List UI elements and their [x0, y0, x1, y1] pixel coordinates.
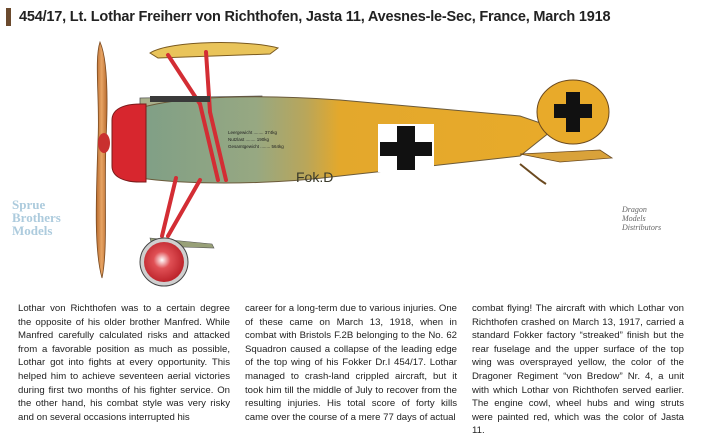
distributor-logo-line: Distributors: [622, 223, 662, 232]
distributor-logo: [622, 205, 661, 232]
text-column: Lothar von Richthofen was to a certain degree the opposite of his older brother Manfred. While Manfred carefully calculated risks and attacked from a favorable position as much as possible, Lothar got into fights at every opportunity. This helped him to achieve seventeen aerial victories during first two months of his fighter service. On the other hand, his combat style was very risky and on several occasions interrupted his: [18, 303, 230, 423]
page-title: 454/17, Lt. Lothar Freiherr von Richthofen, Jasta 11, Avesnes-le-Sec, France, March 1918: [19, 9, 611, 25]
watermark-logo: [12, 198, 61, 237]
text-column: combat flying! The aircraft with which Lothar von Richthofen crashed on March 13, 1917, carried a standard Fokker factory “streaked” finish but the rear fuselage and the upper surface of the top wing was oversprayed yellow, the color of the Dragoner Regiment “von Bredow” Nr. 4, a unit with which Lothar von Richthofen served earlier. The engine cowl, wheel hubs and wing struts were painted red, which was the color of Jasta 11.: [472, 303, 684, 437]
tailplane: [520, 150, 612, 162]
propeller: [96, 42, 107, 278]
landing-wheel: [140, 238, 188, 286]
watermark-line: Models: [12, 223, 53, 238]
tail-skid: [520, 164, 546, 184]
stencil-line: Leergewicht ........ 374kg: [228, 130, 278, 135]
distributor-logo-line: Dragon: [622, 205, 647, 214]
article-body: [18, 302, 684, 438]
watermark-line: Sprue: [12, 197, 46, 212]
engine-cowl: [112, 104, 146, 182]
watermark-line: Brothers: [12, 210, 61, 225]
aircraft-profile: [0, 30, 702, 290]
page-header: [6, 6, 610, 28]
fuselage-marking: Fok.D: [296, 169, 334, 185]
title-marker: [6, 8, 11, 26]
distributor-logo-line: Models: [622, 214, 646, 223]
stencil-line: Gesamtgewicht ........ 564kg: [228, 144, 284, 149]
fuselage-cross-icon: [378, 124, 434, 172]
stencil-line: Nutzlast ........ 190kg: [228, 137, 270, 142]
text-column: career for a long-term due to various injuries. One of these came on March 13, 1918, when in combat with Bristols F.2B belonging to the No. 62 Squadron caused a collapse of the leading edge of the top wing of his Fokker Dr.I 454/17. Lothar managed to crash-land crippled aircraft, but it took him till the middle of July to recover from the resulting injuries. His total score of forty kills came over the course of a mere 77 days of actual: [245, 303, 457, 423]
machine-guns: [150, 96, 210, 102]
